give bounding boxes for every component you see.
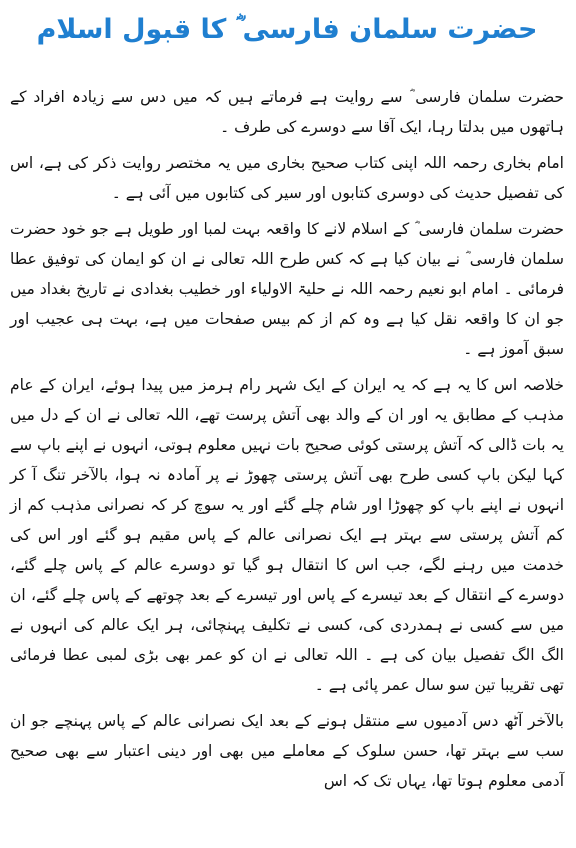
paragraph-2: امام بخاری رحمہ اللہ اپنی کتاب صحیح بخاری میں یہ مختصر روایت ذکر کی ہے، اس کی تفصیل حدیث کی دوسری کتابوں اور سیر کی کتابوں میں آئی ہے ۔ — [10, 154, 564, 202]
paragraph-5: بالآخر آٹھ دس آدمیوں سے منتقل ہونے کے بعد ایک نصرانی عالم کے پاس پہنچے جو ان سب سے بہتر تھا، حسن سلوک کے معاملے میں بھی اور دینی اعتبار سے بھی صحیح آدمی معلوم ہوتا تھا، یہاں تک کہ اس — [10, 712, 564, 790]
page-title: حضرت سلمان فارسی ؓ کا قبول اسلام — [36, 14, 538, 45]
article-body — [10, 82, 564, 796]
paragraph-4: خلاصہ اس کا یہ ہے کہ یہ ایران کے ایک شہر رام ہرمز میں پیدا ہوئے، ایران کے عام مذہب کے مطابق یہ اور ان کے والد بھی آتش پرست تھے، اللہ تعالی نے ان کے دل میں یہ بات ڈالی کہ آتش پرستی کوئی صحیح بات نہیں معلوم ہوتی، انہوں نے اپنے باپ سے کہا لیکن باپ کسی طرح بھی آتش پرستی چھوڑ نے پر آمادہ نہ ہوا، بالآخر تنگ آ کر انہوں نے اپنے باپ کو چھوڑا اور شام چلے گئے اور یہ سوچ کر کہ نصرانی مذہب کم از کم آتش پرستی سے بہتر ہے ایک نصرانی عالم کے پاس مقیم ہو گئے اور اس کی خدمت میں رہنے لگے، جب اس کا انتقال ہو گیا تو دوسرے عالم کے پاس چلے گئے، دوسرے کے انتقال کے بعد تیسرے کے پاس اور تیسرے کے بعد چوتھے کے پاس چلے گئے، ان میں سے کسی نے ہمدردی کی، کسی نے تکلیف پہنچائی، ہر ایک عالم کی انہوں نے الگ الگ تفصیل بیان کی ہے ۔ اللہ تعالی نے ان کو عمر بھی بڑی لمبی عطا فرمائی تھی تقریبا تین سو سال عمر پائی ہے ۔ — [10, 376, 564, 694]
paragraph-3: حضرت سلمان فارسی ؓ کے اسلام لانے کا واقعہ بہت لمبا اور طویل ہے جو خود حضرت سلمان فارسی ؓ نے بیان کیا ہے کہ کس طرح اللہ تعالی نے ان کو ایمان کی توفیق عطا فرمائی ۔ امام ابو نعیم رحمہ اللہ نے حلیۃ الاولیاء اور خطیب بغدادی نے تاریخ بغداد میں جو ان کا واقعہ نقل کیا ہے وہ کم از کم بیس صفحات میں ہے، بہت ہی عجیب اور سبق آموز ہے ۔ — [10, 220, 564, 358]
paragraph-1: حضرت سلمان فارسی ؓ سے روایت ہے فرماتے ہیں کہ میں دس سے زیادہ افراد کے ہاتھوں میں بدلتا رہا، ایک آقا سے دوسرے کی طرف ۔ — [10, 88, 564, 136]
